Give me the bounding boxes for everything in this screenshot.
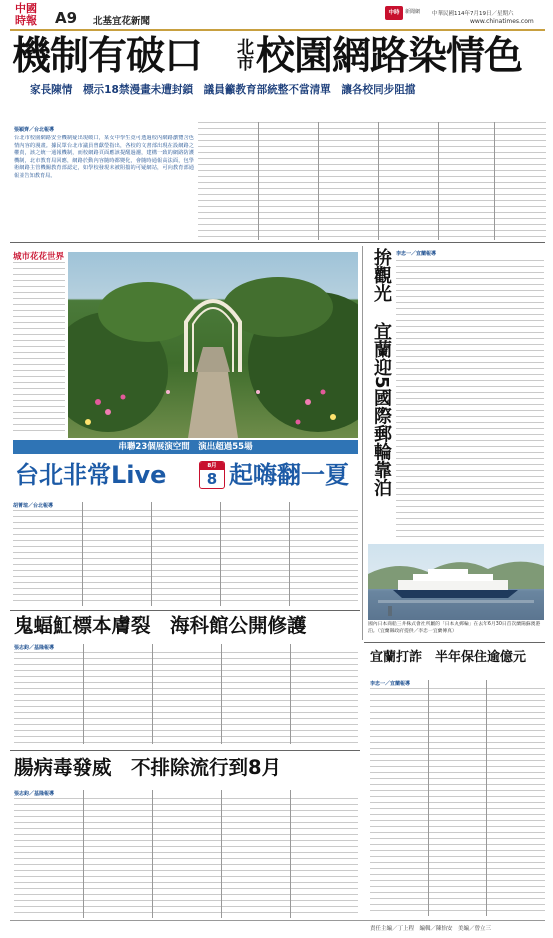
side-divider — [362, 246, 363, 640]
lead-text: 台北市校園網路安全機制疑出現破口，某女中學生竟可透過校內網路瀏覽含色情內容的漫畫。據民眾台北市議員曾獻瑩指出，各校的文書部出現在設網路之權責，該之統一通報機制，而校網路頁面應該提醒過濾，建構一致的網路防護機制，北市教育局回應，網路於動內容隨時都變化，會隨時通報高法面，包學術網路主管機關教育部認定，如學校發現未被阻擋的可疑網站，可向教育部通報並告知教育局。 — [14, 135, 194, 179]
calendar-badge-number: 8 — [206, 470, 218, 488]
side-body-text — [396, 260, 544, 542]
section-rule-2 — [10, 610, 360, 611]
headline-part2: 北市 — [233, 38, 253, 70]
story2-col-divider-1 — [83, 644, 84, 744]
feature-intro-text — [13, 262, 65, 434]
col-divider-3 — [378, 122, 379, 240]
side-byline: 李忠一／宜蘭報導 — [396, 251, 437, 257]
calendar-badge — [199, 461, 225, 489]
story3-byline: 李忠一／宜蘭報導 — [370, 681, 411, 687]
feature-col-divider-2 — [151, 502, 152, 606]
masthead-rule — [10, 29, 545, 31]
side-caption: 國內日本商船三井株式會社所屬的「日本丸郵輪」在去年6月30日首次蘭陽蘇澳港泊。（宜蘭縣政府提供／李忠一宜蘭傳真） — [368, 622, 541, 634]
feature-col-divider-3 — [220, 502, 221, 606]
footer-credit: 責任主編／丁上程 編輯／陳怡安 美編／曾立三 — [370, 926, 492, 932]
story4-headline: 腸病毒發威 不排除流行到8月 — [14, 756, 282, 779]
logo-line2: 時報 — [15, 14, 37, 27]
garden-photo — [68, 252, 358, 438]
lead-story — [14, 126, 194, 230]
story2-col-divider-4 — [290, 644, 291, 744]
feature-headline-part2: 起嗨翻一夏 — [229, 461, 349, 489]
headline-part3: 校園網路染情色 — [256, 34, 523, 79]
main-headline — [10, 34, 545, 94]
headline-subhead: 家長陳情 標示18禁漫畫未遭封鎖 議員籲教育部統整不當清單 讓各校同步阻擋 — [30, 84, 416, 96]
masthead — [0, 0, 553, 34]
story4-col-divider-3 — [221, 790, 222, 918]
page-label: A9 — [55, 9, 78, 27]
cruise-photo — [368, 544, 544, 620]
story4-col-divider-4 — [290, 790, 291, 918]
feature-banner — [13, 440, 358, 454]
lead-byline: 張穎齊／台北報導 — [14, 127, 55, 133]
story3-headline: 宜蘭打詐 半年保住逾億元 — [370, 650, 527, 665]
side-headline-part2: 宜蘭迎5國際郵輪靠泊 — [371, 322, 392, 497]
story4-byline: 張志鈞／基隆報導 — [14, 791, 55, 797]
col-divider-5 — [494, 122, 495, 240]
feature-col-divider-1 — [82, 502, 83, 606]
section-name: 北基宜花新聞 — [93, 16, 151, 27]
small-logo — [385, 4, 425, 28]
website-url[interactable]: www.chinatimes.com — [470, 18, 534, 25]
feature-banner-text: 串聯23個展演空間 演出超過55場 — [118, 442, 253, 452]
side-headline-part1: 拚觀光 — [371, 248, 392, 302]
story3-body-columns — [370, 688, 545, 916]
section-rule-1 — [10, 242, 545, 243]
small-logo-mark: 中時 — [385, 6, 403, 20]
feature-col-divider-4 — [289, 502, 290, 606]
feature-byline: 胡菁瑄／台北報導 — [13, 503, 54, 509]
headline-part1: 機制有破口 — [12, 34, 203, 79]
story3-col-divider-1 — [428, 680, 429, 916]
story2-body-columns — [14, 652, 358, 744]
small-logo-text: 新聞網 — [405, 9, 421, 15]
story2-col-divider-2 — [152, 644, 153, 744]
issue-date: 中華民國114年7月19日／星期六 — [432, 11, 514, 17]
calendar-badge-month: 8月 — [200, 462, 224, 470]
feature-body-columns — [13, 510, 358, 604]
side-story — [366, 248, 546, 620]
story2-col-divider-3 — [221, 644, 222, 744]
newspaper-logo — [10, 3, 42, 27]
feature-headline — [13, 458, 358, 496]
footer-rule — [10, 920, 545, 921]
feature-label: 城市花花世界 — [13, 252, 65, 262]
cruise-illustration — [368, 544, 544, 620]
col-divider-1 — [258, 122, 259, 240]
section-rule-3 — [10, 750, 360, 751]
story2-headline: 鬼蝠魟標本膚裂 海科館公開修護 — [14, 614, 307, 637]
logo-line1: 中國 — [15, 2, 37, 15]
garden-illustration — [68, 252, 358, 438]
col-divider-4 — [438, 122, 439, 240]
section-rule-4 — [364, 642, 545, 643]
story4-col-divider-2 — [152, 790, 153, 918]
story2-byline: 張志鈞／基隆報導 — [14, 645, 55, 651]
col-divider-2 — [318, 122, 319, 240]
feature-headline-part1: 台北非常Live — [15, 461, 167, 489]
story4-body-columns — [14, 798, 358, 916]
story4-col-divider-1 — [83, 790, 84, 918]
story3-col-divider-2 — [486, 680, 487, 916]
